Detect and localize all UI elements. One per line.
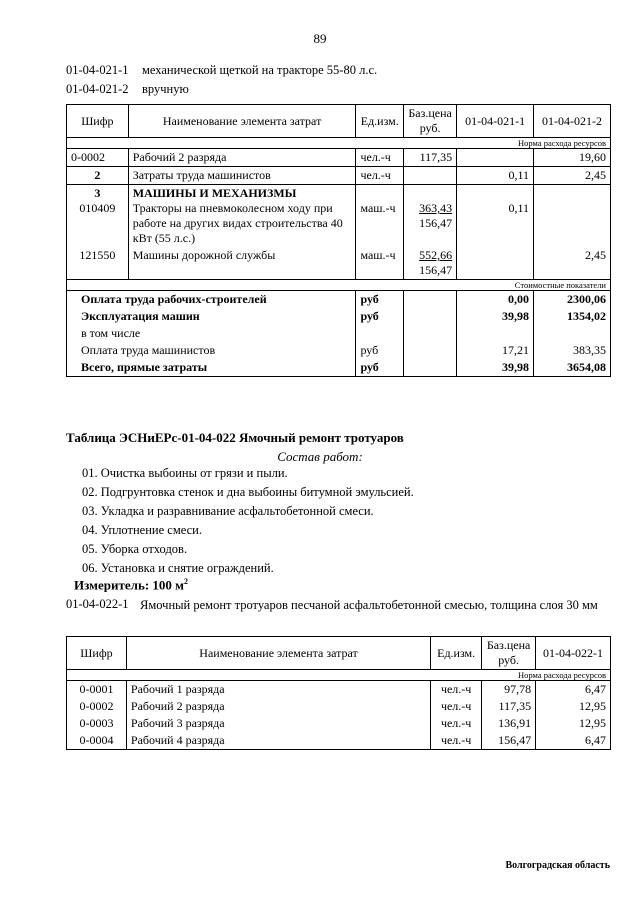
cell-v: 12,95 [536,698,611,715]
cost-v2: 3654,08 [534,359,611,377]
cell-v1 [457,149,534,167]
subheader-norm: Норма расхода ресурсов [67,670,611,681]
list-item: 02. Подгрунтовка стенок и дна выбоины битумной эмульсией. [82,485,414,499]
cell-price [404,167,457,185]
page-number: 89 [313,31,327,46]
table-header-row [67,105,611,138]
cost-row [67,359,611,377]
cell-price: 117,35 [482,698,536,715]
top-line-code: 01-04-021-1 [66,63,129,77]
col-name-header: Наименование элемента затрат [128,105,356,138]
table-row [67,715,611,732]
table-row [67,732,611,750]
machine-unit: маш.-ч [360,201,396,215]
cell-code: 0-0003 [67,715,127,732]
cell-v2: 2,45 [534,247,611,280]
cell-name: Рабочий 4 разряда [126,732,430,750]
cell-code: 0-0002 [67,698,127,715]
list-item: 05. Уборка отходов. [82,542,188,556]
cost-name: Эксплуатация машин [67,308,356,325]
cell-code: 121550 [67,247,129,280]
machine-code: 010409 [79,201,116,215]
cost-v2: 1354,02 [534,308,611,325]
cell-unit: чел.-ч [431,732,482,750]
cost-unit: руб [356,342,404,359]
table-row [67,185,611,248]
cell-unit [356,185,404,248]
top-line-1 [66,63,377,78]
cell-name: Затраты труда машинистов [128,167,356,185]
cost-v2: 383,35 [534,342,611,359]
cell-code: 2 [67,167,129,185]
cell-price: 136,91 [482,715,536,732]
cell-v: 6,47 [536,732,611,750]
list-item: 06. Установка и снятие ограждений. [82,561,274,575]
cost-unit: руб [356,308,404,325]
top-line-2 [66,82,189,97]
cell-v2: 19,60 [534,149,611,167]
col-price-header: Баз.цена руб. [404,105,457,138]
col-v1-header: 01-04-021-1 [457,105,534,138]
cell-v: 6,47 [536,681,611,699]
machine-price-2: 156,47 [419,216,453,230]
cell-v2: 2,45 [534,167,611,185]
footer-region: Волгоградская область [505,860,610,871]
group-code: 3 [94,186,101,200]
table-resources-01-04-021 [66,104,611,377]
cost-name: Оплата труда рабочих-строителей [67,291,356,309]
cell-price [404,247,457,280]
cell-unit: чел.-ч [431,698,482,715]
cost-v1: 39,98 [457,359,534,377]
desc-text: Ямочный ремонт тротуаров песчаной асфальтобетонной смесью, толщина слоя 30 мм [140,598,598,612]
cell-name: Машины дорожной службы [128,247,356,280]
desc-code: 01-04-022-1 [66,597,129,611]
cell-v2 [534,185,611,248]
col-name-header: Наименование элемента затрат [126,637,430,670]
cell-code: 0-0002 [67,149,129,167]
works-title: Состав работ: [277,449,363,464]
cost-name: в том числе [67,325,356,342]
cost-row [67,342,611,359]
cell-code [67,185,129,248]
table-row [67,681,611,699]
cost-unit: руб [356,291,404,309]
subheader-norm: Норма расхода ресурсов [67,138,611,149]
group-name: МАШИНЫ И МЕХАНИЗМЫ [132,186,297,200]
cost-v1: 0,00 [457,291,534,309]
cell-name: Рабочий 2 разряда [126,698,430,715]
cell-price: 117,35 [404,149,457,167]
table-row [67,167,611,185]
cell-unit: чел.-ч [356,149,404,167]
cost-v2: 2300,06 [534,291,611,309]
cell-name: Рабочий 1 разряда [126,681,430,699]
cost-name: Всего, прямые затраты [67,359,356,377]
meter-line [74,577,188,593]
table-header-row [67,637,611,670]
top-line-text: вручную [142,82,189,96]
cell-unit: чел.-ч [431,715,482,732]
machine-v1: 0,11 [508,201,530,215]
list-item: 01. Очистка выбоины от грязи и пыли. [82,466,288,480]
cost-unit: руб [356,359,404,377]
cell-unit: чел.-ч [356,167,404,185]
cell-code: 0-0004 [67,732,127,750]
cost-v1: 17,21 [457,342,534,359]
machine-name: Тракторы на пневмоколесном ходу при работе на других видах строительства 40 кВт (55 л.с.) [132,201,343,245]
col-code-header: Шифр [67,105,129,138]
list-item: 04. Уплотнение смеси. [82,523,202,537]
cell-v1 [457,185,534,248]
subheader-cost: Стоимостные показатели [67,280,611,291]
cell-unit: маш.-ч [356,247,404,280]
col-unit-header: Ед.изм. [356,105,404,138]
works-list [82,466,414,580]
cell-price: 97,78 [482,681,536,699]
col-unit-header: Ед.изм. [431,637,482,670]
table-title: Таблица ЭСНиЕРс-01-04-022 Ямочный ремонт тротуаров [66,430,404,445]
table-row [67,149,611,167]
meter-label: Измеритель: 100 м [74,577,185,593]
col-price-header: Баз.цена руб. [482,637,536,670]
road-machine-price: 552,66 [419,248,453,262]
cell-name: Рабочий 2 разряда [128,149,356,167]
cell-v: 12,95 [536,715,611,732]
cell-v1 [457,247,534,280]
machine-price: 363,43 [419,201,453,215]
cost-name: Оплата труда машинистов [67,342,356,359]
subheader-row [67,138,611,149]
col-code-header: Шифр [67,637,127,670]
col-v2-header: 01-04-021-2 [534,105,611,138]
list-item: 03. Укладка и разравнивание асфальтобетонной смеси. [82,504,374,518]
cost-row [67,308,611,325]
table-row [67,698,611,715]
col-v-header: 01-04-022-1 [536,637,611,670]
cell-name: Рабочий 3 разряда [126,715,430,732]
table-resources-01-04-022 [66,636,611,750]
table-row [67,247,611,280]
cost-v1: 39,98 [457,308,534,325]
road-machine-price-2: 156,47 [419,263,453,277]
cost-row [67,325,611,342]
cell-code: 0-0001 [67,681,127,699]
cell-price: 156,47 [482,732,536,750]
subheader-row [67,670,611,681]
subheader-row [67,280,611,291]
top-line-code: 01-04-021-2 [66,82,129,96]
meter-sup: 2 [184,577,189,586]
cost-row [67,291,611,309]
cell-name [128,185,356,248]
cell-v1: 0,11 [457,167,534,185]
cell-unit: чел.-ч [431,681,482,699]
cell-price [404,185,457,248]
top-line-text: механической щеткой на тракторе 55-80 л.с. [142,63,378,77]
